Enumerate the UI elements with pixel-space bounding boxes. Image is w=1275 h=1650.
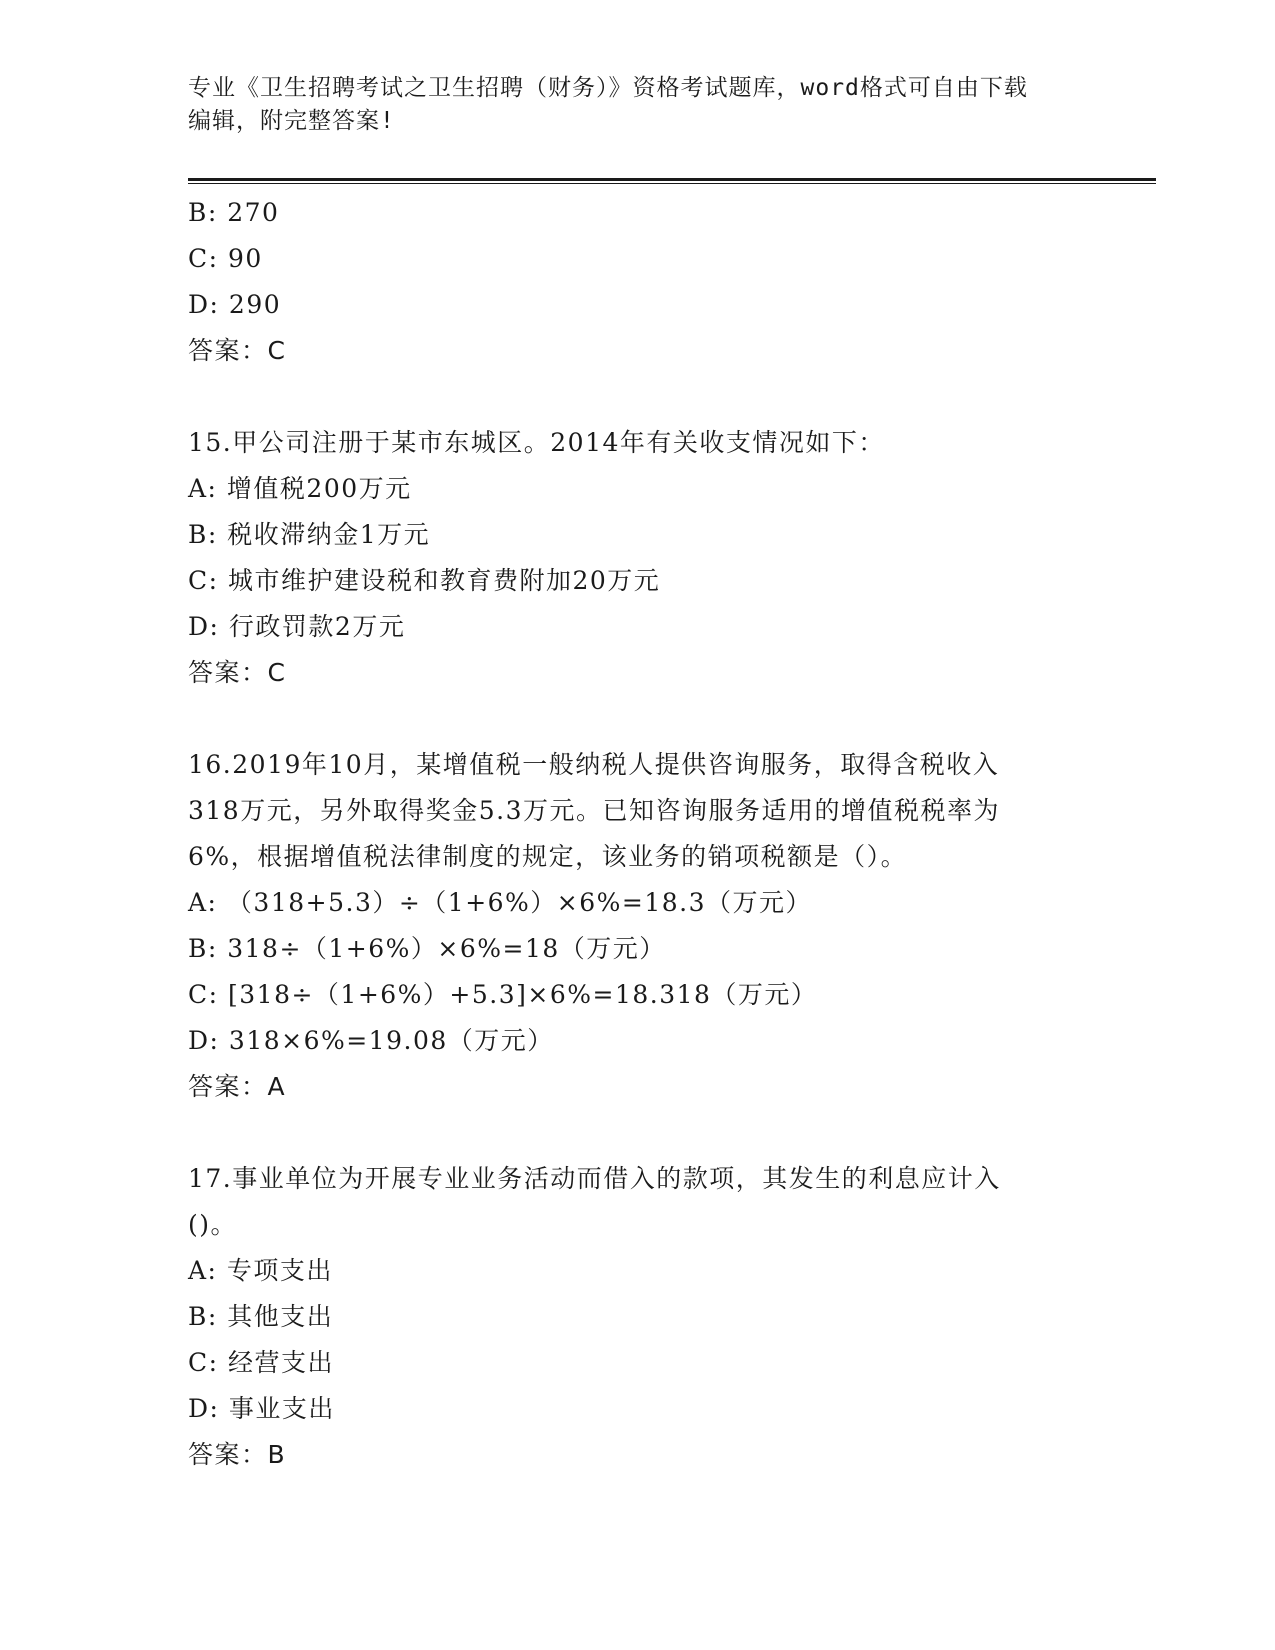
answer-line: 答案：B	[188, 1440, 287, 1469]
option-a: A: 专项支出	[188, 1256, 333, 1285]
answer-line: 答案：A	[188, 1072, 287, 1101]
question-14-tail	[188, 190, 1088, 374]
option-c: C: [318÷（1+6%）+5.3]×6%=18.318（万元）	[188, 980, 818, 1009]
spacer	[188, 374, 1088, 420]
option-c: C: 90	[188, 244, 263, 273]
option-a: A: （318+5.3）÷（1+6%）×6%=18.3（万元）	[188, 888, 813, 917]
option-d: D: 行政罚款2万元	[188, 612, 406, 641]
option-d: D: 290	[188, 290, 282, 319]
question-stem-line2: 318万元，另外取得奖金5.3万元。已知咨询服务适用的增值税税率为	[188, 796, 1000, 825]
option-d: D: 事业支出	[188, 1394, 335, 1423]
question-15	[188, 420, 1088, 696]
header-title-line1: 专业《卫生招聘考试之卫生招聘（财务）》资格考试题库，word格式可自由下载	[188, 75, 1028, 101]
option-a: A: 增值税200万元	[188, 474, 412, 503]
option-b: B: 318÷（1+6%）×6%=18（万元）	[188, 934, 666, 963]
question-17	[188, 1156, 1088, 1478]
option-b: B: 其他支出	[188, 1302, 334, 1331]
option-b: B: 270	[188, 198, 280, 227]
header-title-line2: 编辑，附完整答案!	[188, 108, 395, 134]
question-stem: 15.甲公司注册于某市东城区。2014年有关收支情况如下：	[188, 428, 885, 457]
question-16	[188, 742, 1088, 1110]
answer-line: 答案：C	[188, 336, 287, 365]
question-list	[188, 190, 1088, 1478]
header-rule-thin	[188, 183, 1156, 184]
header-rule-thick	[188, 178, 1156, 181]
option-c: C: 经营支出	[188, 1348, 334, 1377]
document-header	[188, 72, 1078, 138]
question-stem-line2: ()。	[188, 1210, 238, 1239]
option-d: D: 318×6%=19.08（万元）	[188, 1026, 554, 1055]
option-c: C: 城市维护建设税和教育费附加20万元	[188, 566, 661, 595]
question-stem-line3: 6%，根据增值税法律制度的规定，该业务的销项税额是（）。	[188, 842, 908, 871]
question-stem-line1: 17.事业单位为开展专业业务活动而借入的款项，其发生的利息应计入	[188, 1164, 1001, 1193]
spacer	[188, 696, 1088, 742]
spacer	[188, 1110, 1088, 1156]
option-b: B: 税收滞纳金1万元	[188, 520, 431, 549]
question-stem-line1: 16.2019年10月，某增值税一般纳税人提供咨询服务，取得含税收入	[188, 750, 1000, 779]
answer-line: 答案：C	[188, 658, 287, 687]
